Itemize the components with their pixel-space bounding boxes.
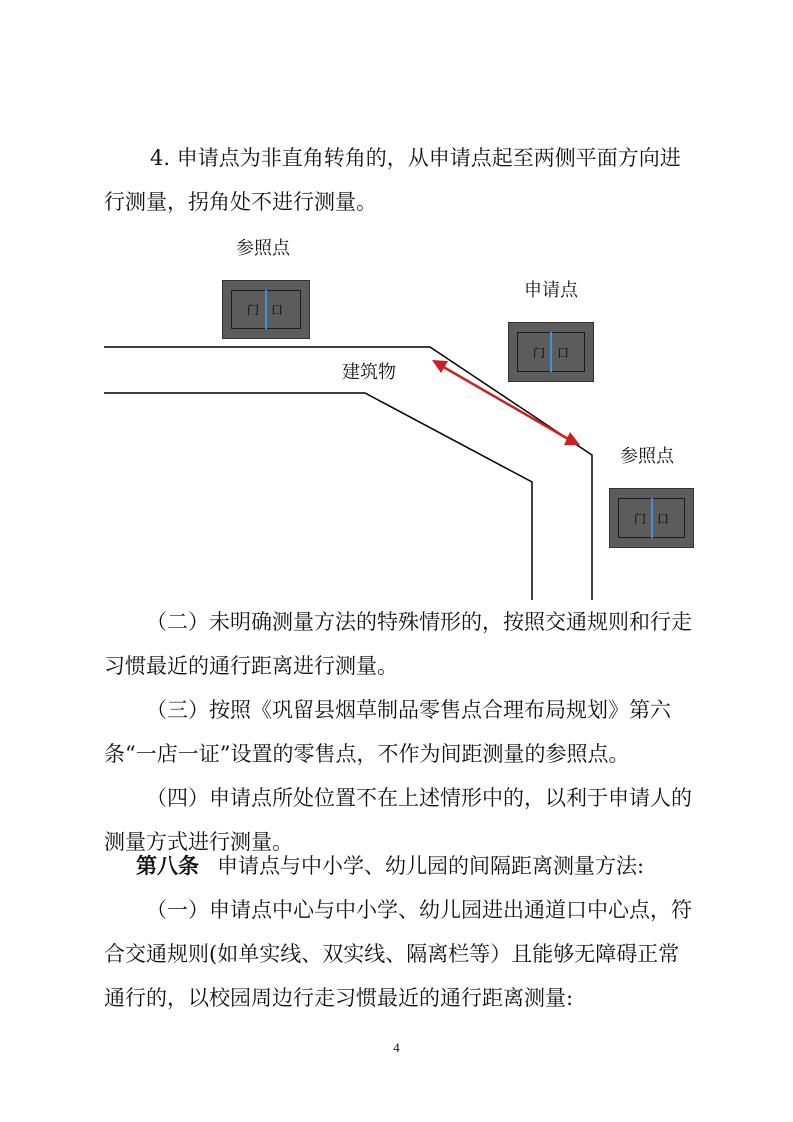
label-reference-point-right: 参照点 [620,446,674,467]
door-seam [550,332,552,372]
door-char-a: 门 [533,346,546,360]
door-char-a: 门 [634,512,647,526]
article-number: 第八条 [136,854,199,878]
building-outer-edge [104,347,592,600]
label-reference-point-left: 参照点 [236,238,290,259]
article-text: 申请点与中小学、幼儿园的间隔距离测量方法: [217,854,645,878]
building-inner-edge [104,393,532,600]
paragraph-article-8-item-1: （一）申请点中心与中小学、幼儿园进出通道口中心点，符合交通规则(如单实线、双实线、隔离栏等）且能够无障碍正常通行的，以校园周边行走习惯最近的通行距离测量: [104,898,692,1010]
door-char-b: 口 [271,303,284,317]
paragraph-rule-4: 4. 申请点为非直角转角的，从申请点起至两侧平面方向进行测量，拐角处不进行测量。 [104,146,681,214]
page-number: 4 [393,1040,400,1055]
door-seam [651,498,653,538]
door-char-b: 口 [557,346,570,360]
door-application [508,322,594,382]
door-char-b: 口 [657,512,670,526]
label-building: 建筑物 [342,362,396,383]
paragraph-item-3: （三）按照《巩留县烟草制品零售点合理布局规划》第六条“一店一证”设置的零售点，不作为间距测量的参照点。 [104,698,671,766]
arrowhead-start [432,360,448,373]
paragraph-item-2: （二）未明确测量方法的特殊情形的，按照交通规则和行走习惯最近的通行距离进行测量。 [104,610,692,678]
label-application-point: 申请点 [524,280,578,301]
door-seam [265,290,267,329]
paragraph-item-4: （四）申请点所处位置不在上述情形中的，以利于申请人的测量方式进行测量。 [104,786,692,854]
door-reference-left [222,280,310,339]
measurement-diagram [0,220,793,600]
door-char-a: 门 [247,303,260,317]
article-8-heading [104,844,696,888]
door-reference-right [609,488,694,548]
